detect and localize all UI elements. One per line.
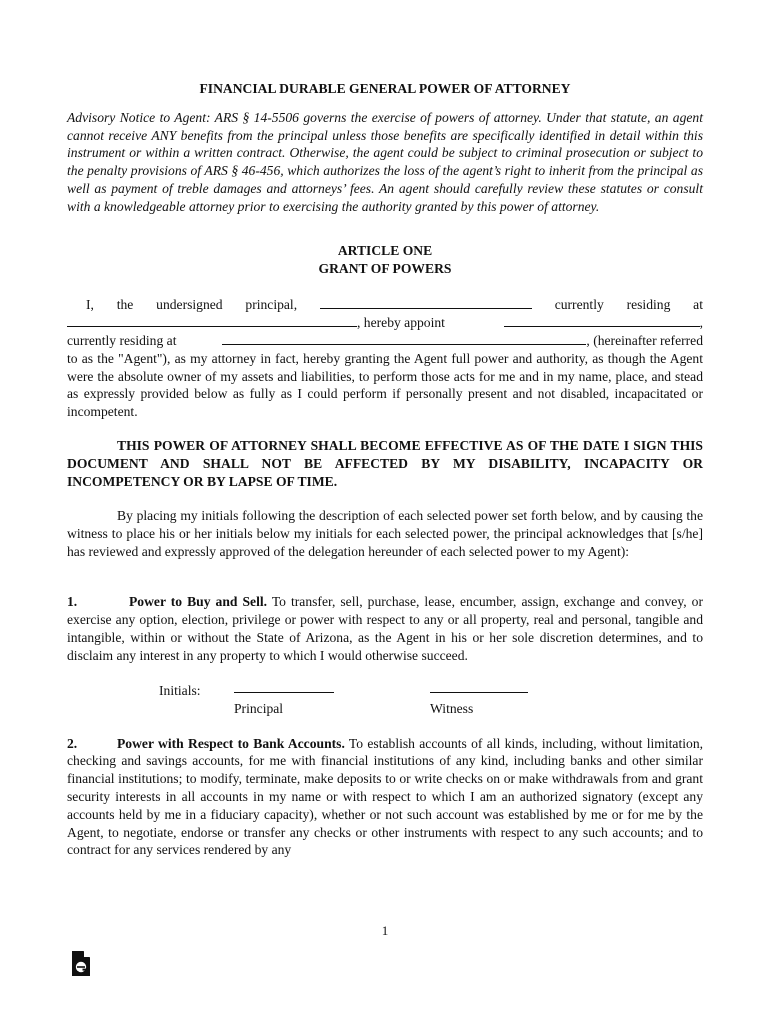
power-1-number: 1. xyxy=(67,594,78,610)
grant-word-residing: residing xyxy=(626,297,671,313)
article-title: GRANT OF POWERS xyxy=(318,260,452,276)
effective-clause: THIS POWER OF ATTORNEY SHALL BECOME EFFECTIVE AS OF THE DATE I SIGN THIS DOCUMENT AND SHALL NOT BE AFFECTED BY MY DISABILITY, INCAPACITY OR INCOMPETENCY OR BY LAPSE OF TIME. xyxy=(67,437,703,489)
grant-word-at: at xyxy=(693,297,703,313)
advisory-notice: Advisory Notice to Agent: ARS § 14-5506 governs the exercise of powers of attorney. Under that statute, an agent cannot receive ANY benefits from the principal unless those benefits are specifically identified in detail within this instrument or within a written contract. Otherwise, the agent could be subject to criminal prosecution or subject to the penalty provisions of ARS § 46-456, which authorizes the loss of the agent’s right to inherit from the principal as well as payment of treble damages and attorneys’ fees. An agent should carefully review these statutes or consult with a knowledgeable attorney prior to exercising the authority granted by this power of attorney. xyxy=(67,109,703,214)
grant-word-i: I, xyxy=(86,297,94,313)
power-1-text: To transfer, sell, purchase, lease, encumber, assign, exchange and convey, or exercise any option, election, privilege or power with respect to any or all property, real and personal, tangible and intangible, within or without the State of Arizona, as the Agent in his or her sole discretion determines, and to disclaim any interest in any property to which I would otherwise succeed. xyxy=(67,594,703,663)
witness-caption: Witness xyxy=(430,700,474,716)
principal-name-field[interactable] xyxy=(320,296,532,309)
agent-name-field[interactable] xyxy=(504,314,700,327)
hereinafter-text: , (hereinafter referred xyxy=(586,332,703,348)
power-2-heading: Power with Respect to Bank Accounts. xyxy=(117,735,345,751)
hereby-appoint-text: , hereby appoint xyxy=(357,315,445,331)
principal-caption: Principal xyxy=(234,700,284,716)
power-2-paragraph xyxy=(67,735,703,860)
power-1-heading: Power to Buy and Sell. xyxy=(129,594,268,610)
grant-word-the: the xyxy=(116,297,134,313)
witness-initials-field[interactable] xyxy=(430,692,528,693)
article-number: ARTICLE ONE xyxy=(337,242,433,258)
placing-initials-clause: By placing my initials following the description of each selected power set forth below, and by causing the witness to place his or her initials below my initials for each selected power, the principal acknowledges that [s/he] has reviewed and expressly approved of the delegation hereunder of each selected power to my Agent): xyxy=(67,507,703,559)
grant-word-undersigned: undersigned xyxy=(156,297,223,313)
grant-word-currently: currently xyxy=(554,297,604,313)
currently-residing-text: currently residing at xyxy=(67,332,177,348)
grant-line-2 xyxy=(67,314,703,332)
power-1-paragraph xyxy=(67,593,703,664)
power-2-text: To establish accounts of all kinds, including, without limitation, checking and savings accounts, for me with financial institutions of any kind, including banks and other similar financial institutions; to modify, terminate, make deposits to or write checks on or make withdrawals from and grant security interests in all accounts in my name or with respect to which I am an authorized signatory (except any accounts held by me in a fiduciary capacity), whether or not such account was established by me or for me by the Agent, to negotiate, endorse or transfer any checks or other instruments with respect to any such accounts; and to contract for any services rendered by any xyxy=(67,735,704,858)
document-page xyxy=(67,80,703,859)
principal-initials-field[interactable] xyxy=(234,692,334,693)
agent-address-field[interactable] xyxy=(222,332,586,345)
initials-block xyxy=(67,682,703,718)
comma-text: , xyxy=(699,315,703,331)
article-heading xyxy=(67,242,703,279)
grant-line-3 xyxy=(67,332,703,350)
grant-body: to as the "Agent"), as my attorney in fact, hereby granting the Agent full power and authority, as though the Agent were the absolute owner of my assets and liabilities, to perform those acts for me and in my name, place, and stead as expressly provided below as fully as I could perform if personally present and not disabled, incapacitated or incompetent. xyxy=(67,350,703,420)
grant-word-principal: principal, xyxy=(245,297,298,313)
power-2-number: 2. xyxy=(67,735,78,751)
document-title: FINANCIAL DURABLE GENERAL POWER OF ATTORNEY xyxy=(199,81,571,96)
grant-line-1 xyxy=(67,296,703,314)
page-number: 1 xyxy=(381,923,389,938)
initials-label: Initials: xyxy=(159,682,201,698)
document-e-icon xyxy=(71,950,91,977)
principal-address-field[interactable] xyxy=(67,314,357,327)
